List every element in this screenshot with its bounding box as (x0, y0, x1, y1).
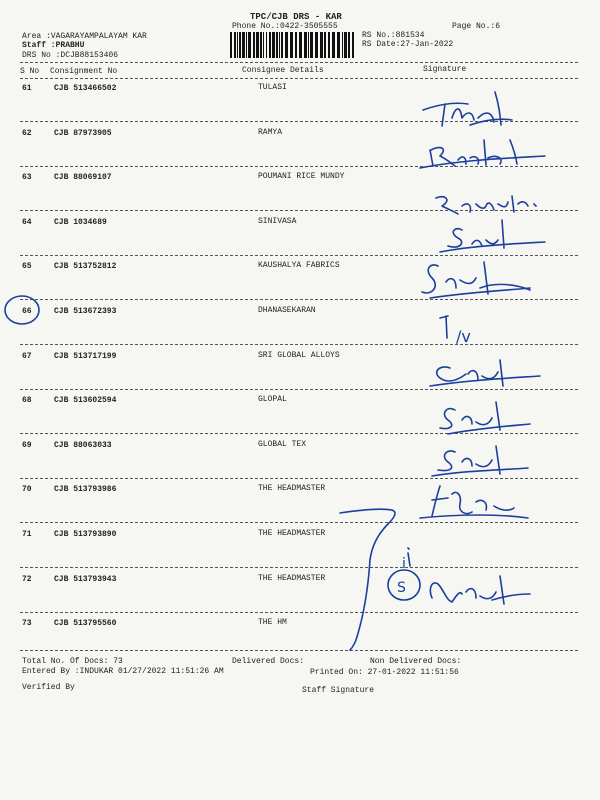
row-consignee-name: RAMYA (258, 128, 283, 137)
printed-on: Printed On: 27-01-2022 11:51:56 (310, 668, 459, 677)
barcode-bar (256, 32, 259, 58)
barcode-bar (281, 32, 283, 58)
rs-date: RS Date:27-Jan-2022 (362, 40, 454, 49)
row-sno: 71 (22, 530, 32, 539)
row-consignee-name: TULASI (258, 83, 287, 92)
row-divider (20, 255, 578, 256)
barcode-bar (299, 32, 302, 58)
column-header-signature: Signature (423, 65, 467, 74)
row-consignment-no: CJB 513717199 (54, 352, 117, 361)
barcode-bar (234, 32, 236, 58)
barcode-bar (260, 32, 262, 58)
row-consignment-no: CJB 513793986 (54, 485, 117, 494)
row-sno: 63 (22, 173, 32, 182)
handwritten-note: i (402, 556, 406, 572)
barcode-bar (248, 32, 251, 58)
row-consignment-no: CJB 513795560 (54, 619, 117, 628)
row-consignment-no: CJB 88063033 (54, 441, 112, 450)
row-consignee-name: GLOPAL (258, 395, 287, 404)
row-consignee-name: SINIVASA (258, 217, 297, 226)
row-sno: 67 (22, 352, 32, 361)
column-header-sno: S No (20, 67, 40, 76)
barcode-bar (328, 32, 330, 58)
row-consignment-no: CJB 513602594 (54, 396, 117, 405)
rs-number: RS No.:881534 (362, 31, 425, 40)
signature-mark (420, 486, 528, 518)
row-sno: 62 (22, 129, 32, 138)
row-consignment-no: CJB 513793943 (54, 575, 117, 584)
barcode-bar (266, 32, 267, 58)
signature-mark (440, 220, 545, 252)
row-consignee-name: THE HEADMASTER (258, 574, 326, 583)
row-divider (20, 121, 578, 122)
phone-number: Phone No.:0422-3505555 (232, 22, 338, 31)
barcode-bar (285, 32, 288, 58)
barcode-bar (239, 32, 241, 58)
row-consignee-name: GLOBAL TEX (258, 440, 307, 449)
row-sno: 65 (22, 262, 32, 271)
row-consignment-no: CJB 87973905 (54, 129, 112, 138)
row-consignee-name: SRI GLOBAL ALLOYS (258, 351, 340, 360)
barcode-bar (279, 32, 280, 58)
barcode-image (230, 32, 356, 58)
staff-label: Staff :PRABHU (22, 41, 85, 50)
row-sno: 61 (22, 84, 32, 93)
signature-mark (436, 196, 536, 214)
row-consignee-name: DHANASEKARAN (258, 306, 316, 315)
row-divider (20, 612, 578, 613)
header-bottom-rule (20, 78, 578, 79)
barcode-bar (308, 32, 309, 58)
barcode-bar (310, 32, 313, 58)
row-consignee-name: POUMANI RICE MUNDY (258, 172, 345, 181)
row-divider (20, 166, 578, 167)
non-delivered-docs: Non Delivered Docs: (370, 657, 462, 666)
row-consignment-no: CJB 513793890 (54, 530, 117, 539)
handwritten-note: S (397, 580, 406, 596)
barcode-bar (263, 32, 264, 58)
barcode-bar (269, 32, 271, 58)
barcode-bar (237, 32, 238, 58)
row-sno: 70 (22, 485, 32, 494)
barcode-bar (320, 32, 323, 58)
row-divider (20, 567, 578, 568)
row-divider (20, 522, 578, 523)
barcode-bar (230, 32, 232, 58)
barcode-bar (342, 32, 343, 58)
footer-top-rule (20, 650, 578, 651)
signature-mark (440, 316, 448, 338)
column-header-consignee: Consignee Details (242, 66, 324, 75)
handwritten-note: /v (456, 327, 471, 346)
row-sno: 68 (22, 396, 32, 405)
drs-number: DRS No :DCJB88153406 (22, 51, 119, 60)
row-divider (20, 478, 578, 479)
row-sno: 69 (22, 441, 32, 450)
row-sno: 72 (22, 575, 32, 584)
barcode-bar (332, 32, 335, 58)
barcode-bar (295, 32, 297, 58)
signature-mark (340, 509, 395, 650)
row-consignee-name: KAUSHALYA FABRICS (258, 261, 340, 270)
row-consignment-no: CJB 513672393 (54, 307, 117, 316)
row-consignment-no: CJB 513466502 (54, 84, 117, 93)
barcode-bar (344, 32, 347, 58)
barcode-bar (348, 32, 350, 58)
row-sno: 73 (22, 619, 32, 628)
signature-mark (430, 576, 530, 604)
page-number: Page No.:6 (452, 22, 501, 31)
row-consignment-no: CJB 1034689 (54, 218, 107, 227)
row-divider (20, 210, 578, 211)
area-label: Area :VAGARAYAMPALAYAM KAR (22, 32, 147, 41)
entered-by: Entered By :INDUKAR 01/27/2022 11:51:26 AM (22, 667, 224, 676)
delivered-docs: Delivered Docs: (232, 657, 305, 666)
signature-mark (388, 570, 420, 600)
verified-by: Verified By (22, 683, 75, 692)
signature-mark (440, 402, 530, 434)
row-divider (20, 344, 578, 345)
signature-mark (420, 140, 545, 168)
signature-mark (422, 262, 530, 298)
row-divider (20, 433, 578, 434)
signature-mark (432, 446, 528, 476)
row-consignment-no: CJB 513752812 (54, 262, 117, 271)
barcode-bar (246, 32, 247, 58)
row-consignee-name: THE HEADMASTER (258, 484, 326, 493)
barcode-bar (253, 32, 255, 58)
row-sno: 66 (22, 307, 32, 316)
row-divider (20, 299, 578, 300)
barcode-bar (352, 32, 354, 58)
barcode-bar (242, 32, 245, 58)
barcode-bar (272, 32, 275, 58)
barcode-bar (324, 32, 326, 58)
signature-mark (430, 360, 540, 386)
header-top-rule (20, 62, 578, 63)
barcode-bar (337, 32, 340, 58)
row-divider (20, 389, 578, 390)
staff-signature: Staff Signature (302, 686, 375, 695)
row-sno: 64 (22, 218, 32, 227)
column-header-consignment: Consignment No (50, 67, 118, 76)
total-docs: Total No. Of Docs: 73 (22, 657, 123, 666)
barcode-bar (276, 32, 278, 58)
barcode-bar (290, 32, 293, 58)
row-consignee-name: THE HM (258, 618, 287, 627)
row-consignment-no: CJB 88069107 (54, 173, 112, 182)
barcode-bar (315, 32, 318, 58)
row-consignee-name: THE HEADMASTER (258, 529, 326, 538)
signature-mark (408, 548, 410, 566)
barcode-bar (304, 32, 307, 58)
document-title: TPC/CJB DRS - KAR (250, 12, 342, 22)
